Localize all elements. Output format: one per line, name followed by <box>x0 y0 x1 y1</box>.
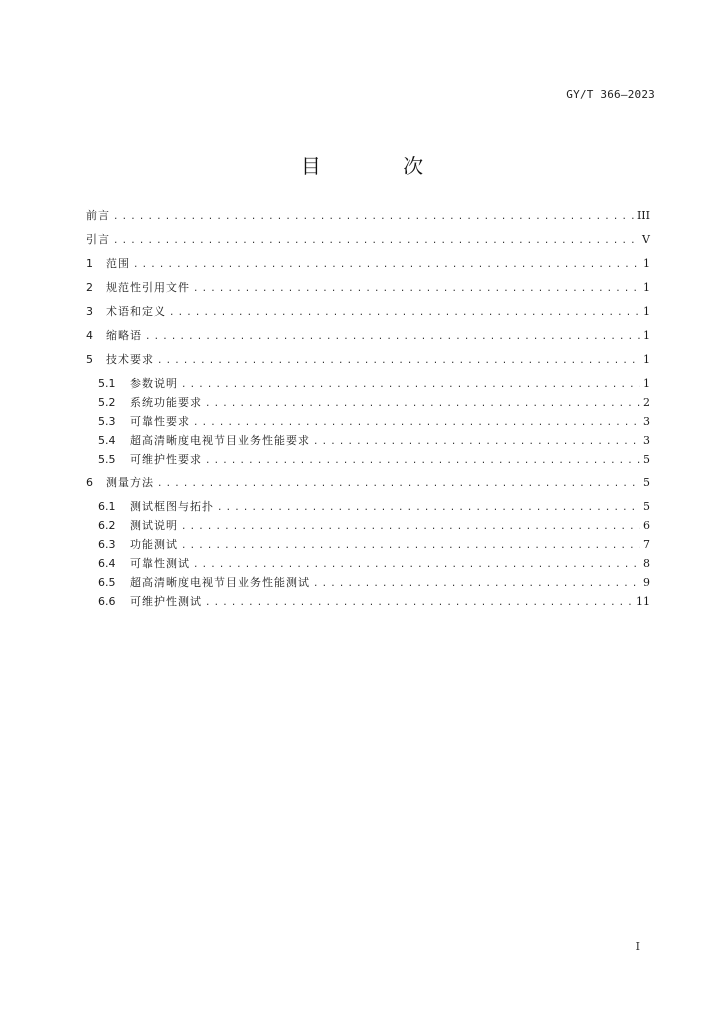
toc-dot-leader <box>181 376 640 394</box>
toc-dot-leader <box>145 328 640 346</box>
toc-entry-title: 可维护性测试 <box>130 595 202 608</box>
page-title: 目 次 <box>300 154 462 178</box>
toc-dot-leader <box>157 475 640 493</box>
toc-entry-title: 规范性引用文件 <box>106 281 190 294</box>
toc-entry-number: 6.4 <box>98 557 116 570</box>
toc-dot-leader <box>313 575 640 593</box>
toc-entry-6-6[interactable] <box>86 593 650 611</box>
toc-entry-abbreviations[interactable] <box>86 327 650 345</box>
toc-entry-title: 可靠性要求 <box>130 415 190 428</box>
toc-entry-page: 2 <box>643 396 650 409</box>
toc-entry-6-5[interactable] <box>86 574 650 592</box>
toc-dot-leader <box>169 304 640 322</box>
toc-entry-5-2[interactable] <box>86 394 650 412</box>
toc-entry-title: 功能测试 <box>130 538 178 551</box>
toc-entry-number: 1 <box>86 257 93 270</box>
toc-dot-leader <box>193 556 640 574</box>
toc-entry-5-4[interactable] <box>86 432 650 450</box>
toc-entry-page: 3 <box>643 434 650 447</box>
toc-dot-leader <box>181 518 640 536</box>
toc-entry-foreword[interactable] <box>86 207 650 225</box>
toc-entry-page: 5 <box>643 500 650 513</box>
toc-dot-leader <box>193 280 640 298</box>
toc-entry-page: 1 <box>643 329 650 342</box>
toc-entry-page: V <box>642 233 650 246</box>
toc-entry-page: 1 <box>643 377 650 390</box>
toc-dot-leader <box>217 499 640 517</box>
toc-entry-title: 超高清晰度电视节目业务性能测试 <box>130 576 310 589</box>
toc-entry-6-4[interactable] <box>86 555 650 573</box>
toc-entry-number: 6.6 <box>98 595 116 608</box>
toc-entry-page: 5 <box>643 476 650 489</box>
toc-entry-number: 5.2 <box>98 396 116 409</box>
toc-entry-introduction[interactable] <box>86 231 650 249</box>
toc-entry-page: 11 <box>636 595 650 608</box>
toc-entry-scope[interactable] <box>86 255 650 273</box>
toc-entry-5-5[interactable] <box>86 451 650 469</box>
toc-entry-number: 6.3 <box>98 538 116 551</box>
toc-entry-page: 1 <box>643 305 650 318</box>
toc-entry-title: 参数说明 <box>130 377 178 390</box>
toc-entry-number: 5.3 <box>98 415 116 428</box>
toc-entry-number: 6.1 <box>98 500 116 513</box>
toc-entry-page: 1 <box>643 281 650 294</box>
toc-entry-page: III <box>636 209 650 222</box>
toc-entry-technical-requirements[interactable] <box>86 351 650 369</box>
toc-dot-leader <box>313 433 640 451</box>
toc-entry-title: 测试说明 <box>130 519 178 532</box>
toc-entry-title: 可维护性要求 <box>130 453 202 466</box>
toc-entry-number: 6.5 <box>98 576 116 589</box>
toc-entry-page: 7 <box>643 538 650 551</box>
toc-entry-title: 范围 <box>106 257 130 270</box>
toc-dot-leader <box>113 208 634 226</box>
toc-dot-leader <box>205 395 640 413</box>
toc-entry-number: 3 <box>86 305 93 318</box>
toc-entry-title: 缩略语 <box>106 329 142 342</box>
toc-entry-number: 6.2 <box>98 519 116 532</box>
toc-entry-6-2[interactable] <box>86 517 650 535</box>
toc-entry-page: 1 <box>643 257 650 270</box>
toc-entry-number: 5 <box>86 353 93 366</box>
toc-entry-5-3[interactable] <box>86 413 650 431</box>
toc-entry-number: 5.1 <box>98 377 116 390</box>
toc-entry-normative-references[interactable] <box>86 279 650 297</box>
toc-entry-number: 6 <box>86 476 93 489</box>
toc-entry-page: 9 <box>643 576 650 589</box>
toc-dot-leader <box>205 594 633 612</box>
toc-entry-6-1[interactable] <box>86 498 650 516</box>
toc-entry-number: 5.5 <box>98 453 116 466</box>
toc-entry-title: 系统功能要求 <box>130 396 202 409</box>
toc-entry-number: 2 <box>86 281 93 294</box>
toc-entry-page: 6 <box>643 519 650 532</box>
toc-dot-leader <box>205 452 640 470</box>
toc-entry-title: 技术要求 <box>106 353 154 366</box>
toc-entry-terms-definitions[interactable] <box>86 303 650 321</box>
page-number: I <box>635 940 640 953</box>
toc-entry-number: 4 <box>86 329 93 342</box>
toc-entry-title: 超高清晰度电视节目业务性能要求 <box>130 434 310 447</box>
toc-entry-page: 8 <box>643 557 650 570</box>
toc-entry-title: 可靠性测试 <box>130 557 190 570</box>
toc-entry-page: 1 <box>643 353 650 366</box>
toc-entry-measurement-methods[interactable] <box>86 474 650 492</box>
toc-entry-title: 引言 <box>86 233 110 246</box>
toc-entry-6-3[interactable] <box>86 536 650 554</box>
toc-entry-5-1[interactable] <box>86 375 650 393</box>
toc-entry-number: 5.4 <box>98 434 116 447</box>
toc-entry-title: 术语和定义 <box>106 305 166 318</box>
toc-dot-leader <box>133 256 640 274</box>
document-code: GY/T 366—2023 <box>566 88 655 101</box>
toc-dot-leader <box>193 414 640 432</box>
toc-dot-leader <box>157 352 640 370</box>
toc-dot-leader <box>181 537 640 555</box>
toc-entry-title: 测试框图与拓扑 <box>130 500 214 513</box>
toc-entry-page: 5 <box>643 453 650 466</box>
toc-dot-leader <box>113 232 639 250</box>
toc-entry-title: 前言 <box>86 209 110 222</box>
toc-entry-page: 3 <box>643 415 650 428</box>
toc-entry-title: 测量方法 <box>106 476 154 489</box>
